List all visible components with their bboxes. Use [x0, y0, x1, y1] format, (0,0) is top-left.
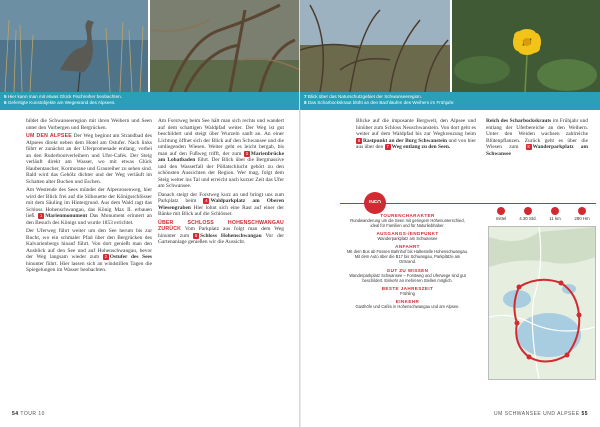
photo-flower: [452, 0, 600, 92]
caption-text: Blick über das Naturschutzgebiet der Schwanseeregion.: [307, 94, 422, 99]
caption-right: [300, 92, 600, 110]
body-text: führt. Der Blick über die Bergmassive und den Wasserfall der Pöllatschlucht gehört zu den schönsten Aussichten der Region. Wer mag, folgt dem Steig weiter ins Tal und erreicht nach kurzer Zeit das Ufer am Schwansee.: [158, 157, 284, 189]
facts-heading: EINKEHR: [395, 298, 420, 304]
section-label: TOUR 10: [20, 411, 45, 417]
stat-label: mittel: [495, 216, 507, 221]
waypoint-label: Ostufer des Sees: [109, 254, 152, 260]
facts-heading: TOURENCHARAKTER: [380, 213, 435, 218]
body-text: Der Weg beginnt am Strandbad des Alpsees direkt neben dem Hotel am Ostufer. Nach links führt er zunächst an der Uferpromenade entlang, vorbei an den Ruderbootverleihern und Ufer-Cafés. Der Steig verläuft direkt am Wasser, wo mit etwas Glück Haubentaucher, Kormorane und Graureiher zu sehen sind. Bald wird das Gehölz dichter und der Weg verläuft im Schatten alter Buchen und Eschen.: [26, 133, 152, 185]
stat-difficulty: [488, 207, 514, 221]
caption-text: Gefertigte Kunstobjekte am Wegesrand des Alpsees.: [7, 100, 116, 105]
facts-text: Wanderparkplatz am Schwansee: [377, 236, 438, 242]
facts-heading: BESTE JAHRESZEIT: [381, 285, 434, 291]
waypoint-badge: 5: [194, 232, 198, 238]
caption-text: Hier kann man mit etwas Glück Fischreiher beobachten.: [7, 94, 122, 99]
waypoint-badge: 4: [205, 198, 208, 203]
route-map: [488, 226, 596, 380]
waypoint-label: Schloss Hohenschwangau: [200, 232, 262, 239]
right-column-2: [486, 118, 588, 159]
route-map-image: [489, 227, 595, 379]
body-text: hinunter führt. Hier lassen sich an windstillen Tagen die Spiegelungen im Wasser beobachten.: [26, 260, 152, 273]
page-number: 55: [581, 411, 588, 417]
tour-stats: [488, 207, 596, 223]
right-page: [300, 0, 600, 427]
clock-icon: [524, 207, 532, 215]
facts-text: Gasthöfe und Cafés in Hohenschwangau und am Alpsee.: [355, 303, 460, 309]
difficulty-icon: [497, 207, 505, 215]
stat-label: 280 Hm: [574, 216, 590, 221]
page-number-right: [494, 411, 588, 417]
body-text: Am Forstweg beim See hält man sich rechts und wandert auf dem schattigen Waldpfad weiter. Der Weg ist gut beschildert und steigt über Wurzeln sanft an. An einer Lichtung öffnet sich der Blick auf den Schwansee und die umliegenden Wiesen. Weiter geht es leicht bergab, bis man auf den Fußweg trifft, der zum: [158, 118, 284, 157]
waypoint-label: Waldparkplatz am Oberen Wiesengraben: [158, 198, 284, 211]
stat-label: 11 km: [549, 216, 561, 221]
facts-heading: ANFAHRT: [395, 244, 420, 250]
waypoint-badge: 6: [357, 137, 361, 143]
section-heading: ÜBER SCHLOSS HOHENSCHWANGAU ZURÜCK: [158, 219, 284, 232]
waypoint-label: Weg entlang zu den Seen.: [391, 144, 451, 150]
waypoint-badge: 8: [527, 144, 530, 149]
facts-text: Mit dem Bus ab Füssen Bahnhof bis Haltestelle Hohenschwangau. Mit dem Auto über die B17 bis Schwangau, Parkplätze am Ortsrand.: [346, 249, 469, 265]
waypoint-label: Rastpunkt an der Burg Schwanstein: [363, 137, 447, 144]
info-panel: [340, 203, 596, 389]
elevation-icon: [578, 207, 586, 215]
caption-number: 7: [304, 94, 307, 99]
stat-elevation: [569, 207, 595, 221]
facts-text: Wanderparkplatz Schwansee – Forstweg und Uferwege sind gut beschildert. Einkehr an mehreren Stellen möglich.: [349, 272, 466, 283]
left-column-1: [26, 118, 152, 276]
body-text: und von hier aus über den: [356, 137, 476, 150]
distance-icon: [551, 207, 559, 215]
flower-photo-image: [452, 0, 600, 92]
lead-text: Reich des Scharbockskrauts: [486, 118, 552, 124]
intro-text: bildet die Schwanseeregion mit ihren Weihern und Seen unter den Vorbergen und Bergrücken.: [26, 118, 152, 131]
waypoint-label: Wanderparkplatz am Schwansee: [486, 144, 588, 157]
photo-artwork: [150, 0, 300, 92]
body-text: Hier lohnt sich eine Rast auf einer der Bänke mit Blick auf die Schlösser.: [158, 204, 284, 217]
page-number: 54: [12, 411, 19, 417]
waypoint-badge: 1: [40, 213, 43, 218]
heron-photo-image: [0, 0, 148, 92]
stat-duration: [515, 207, 541, 221]
landscape-photo-image: [300, 0, 450, 92]
body-text: im Frühjahr und entlang der Uferbereiche an den Weihern. Unter den Weiden wachsen zahlreiche Blütenpflanzen. Zurück geht es über die Wiesen zum: [486, 118, 588, 150]
caption-number: 8: [304, 100, 307, 105]
caption-text: Das Scharbockskraut blüht an den Bachläufen des Weihers im Frühjahr.: [307, 100, 455, 105]
waypoint-label: Marienmonument: [45, 213, 88, 219]
facts-text: Frühling: [400, 290, 415, 296]
section-label: UM SCHWANSEE UND ALPSEE: [494, 411, 580, 417]
facts-heading: GUT ZU WISSEN: [386, 267, 429, 273]
body-text: Am Westende des Sees mündet der Alpenrosenweg, hier wird der Blick frei auf die Silhouette der Königsschlösser mit dem Säuling im Hintergrund. Aus dem Wald ragt das Schloss Hohenschwangau, das König Max II. erbauen ließ.: [26, 187, 152, 219]
left-column-2: [158, 118, 284, 248]
caption-left: [0, 92, 300, 110]
body-text: Vor der Gartenanlage genießen wir die Aussicht.: [158, 232, 284, 245]
waypoint-badge: 3: [245, 150, 248, 156]
body-text: Vom Parkplatz aus folgt man dem Weg hinunter zum: [158, 226, 284, 239]
page-number-left: [12, 411, 45, 417]
tour-facts: [340, 210, 475, 309]
body-text: Das Monument erinnert an den Besuch des Königs und wurde 1853 errichtet.: [26, 213, 152, 226]
artwork-photo-image: [150, 0, 300, 92]
stat-distance: [542, 207, 568, 221]
caption-number: 5: [4, 94, 7, 99]
facts-text: Rundwanderung um die Seen mit geringem Höhenunterschied, ideal für Familien und für Naturliebhaber.: [350, 218, 465, 229]
section-heading: UM DEN ALPSEE: [26, 133, 72, 139]
caption-number: 6: [4, 100, 7, 105]
photo-heron: [0, 0, 148, 92]
facts-heading: AUSGANGS-/ENDPUNKT: [376, 231, 439, 237]
waypoint-badge: 2: [104, 254, 107, 259]
info-badge: INFO: [364, 192, 386, 214]
stat-label: 4.30 Std.: [519, 216, 537, 221]
photo-landscape: [300, 0, 450, 92]
body-text: Danach steigt der Forstweg kurz an und bringt uns zum Parkplatz beim: [158, 191, 284, 204]
waypoint-badge: 7: [386, 144, 389, 149]
waypoint-label: Marienbrücke am Lobatbaden: [158, 150, 284, 163]
body-text: Blicke auf die imposante Bergwelt, den Alpsee und hinüber zum Schloss Neuschwanstein. Von dort geht es weiter auf dem Waldpfad bis zur Wegkreuzung beim: [356, 118, 476, 137]
right-column-1: [356, 118, 476, 153]
body-text: Der Uferweg führt weiter um den See herum bis zur Bucht, wo ein schmaler Pfad über den Bergrücken des Kalvarienbergs hinauf führt. Von dort genießt man den Ausblick auf den See und auf Hohenschwangau, bevor der Weg langsam wieder zum: [26, 228, 152, 260]
